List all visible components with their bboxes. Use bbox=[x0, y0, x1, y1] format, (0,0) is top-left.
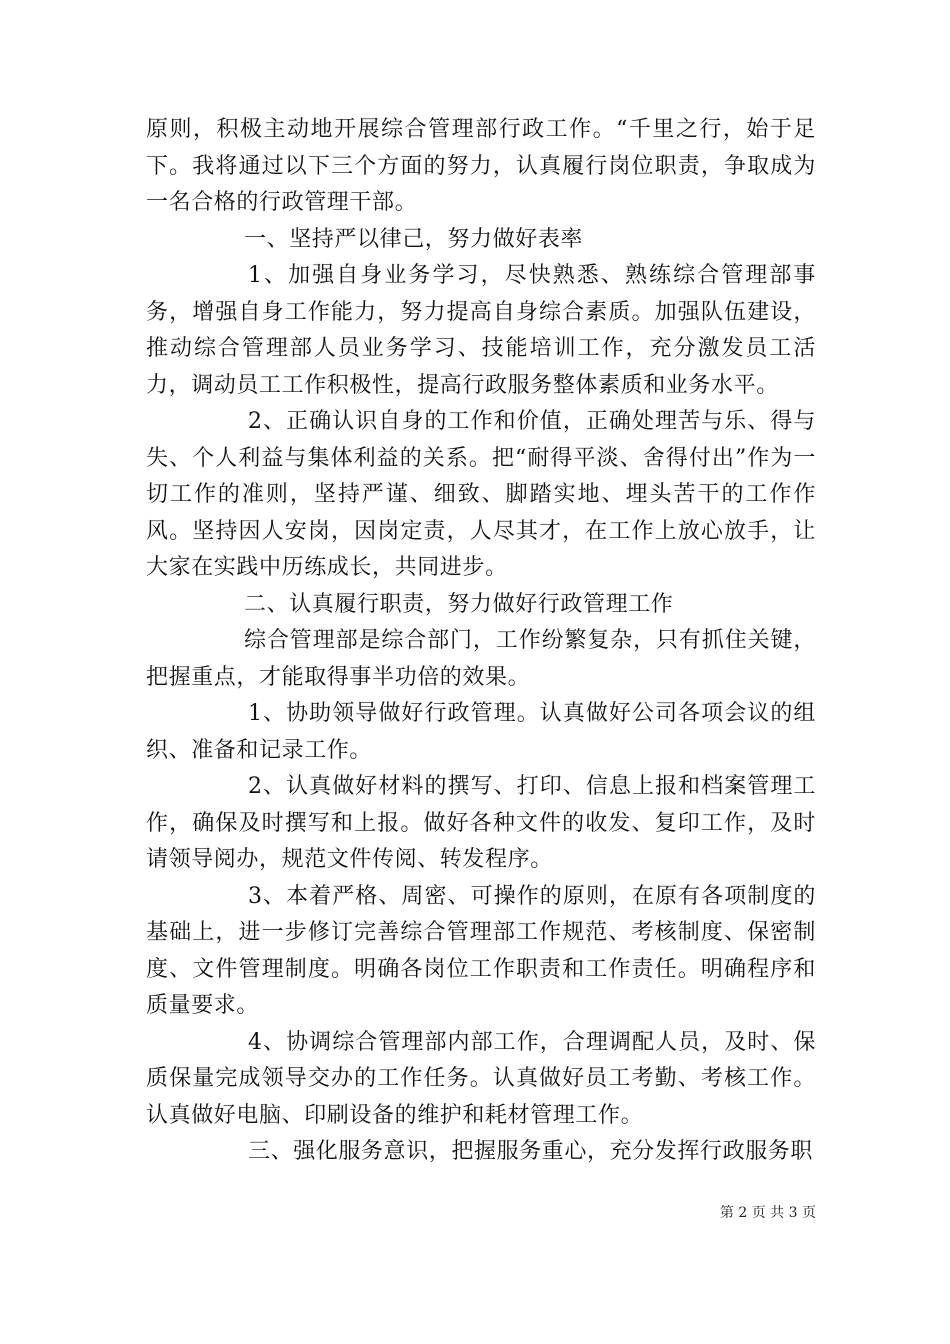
paragraph-item: 2、认真做好材料的撰写、打印、信息上报和档案管理工作，确保及时撰写和上报。做好各种文件的收发、复印工作，及时请领导阅办，规范文件传阅、转发程序。 bbox=[146, 774, 816, 872]
page-number-footer: 第 2 页 共 3 页 bbox=[719, 1205, 816, 1221]
paragraph-intro: 综合管理部是综合部门，工作纷繁复杂，只有抓住关键，把握重点，才能取得事半功倍的效果。 bbox=[146, 628, 816, 690]
section-heading-2: 二、认真履行职责，努力做好行政管理工作 bbox=[244, 591, 674, 617]
paragraph-item: 3、本着严格、周密、可操作的原则，在原有各项制度的基础上，进一步修订完善综合管理部工作规范、考核制度、保密制度、文件管理制度。明确各岗位工作职责和工作责任。明确程序和质量要求。 bbox=[146, 883, 816, 1018]
document-body bbox=[146, 112, 816, 1171]
paragraph-item: 2、正确认识自身的工作和价值，正确处理苦与乐、得与失、个人利益与集体利益的关系。把“耐得平淡、舍得付出”作为一切工作的准则，坚持严谨、细致、脚踏实地、埋头苦干的工作作风。坚持因人安岗，因岗定责，人尽其才，在工作上放心放手，让大家在实践中历练成长，共同进步。 bbox=[146, 409, 816, 580]
paragraph-item: 4、协调综合管理部内部工作，合理调配人员，及时、保质保量完成领导交办的工作任务。认真做好员工考勤、考核工作。认真做好电脑、印刷设备的维护和耗材管理工作。 bbox=[146, 1029, 816, 1128]
section-heading-1: 一、坚持严以律己，努力做好表率 bbox=[244, 226, 584, 252]
paragraph-item: 1、加强自身业务学习，尽快熟悉、熟练综合管理部事务，增强自身工作能力，努力提高自身综合素质。加强队伍建设，推动综合管理部人员业务学习、技能培训工作，充分激发员工活力，调动员工工作积极性，提高行政服务整体素质和业务水平。 bbox=[146, 263, 816, 398]
paragraph-continuation: 原则，积极主动地开展综合管理部行政工作。“千里之行，始于足下。我将通过以下三个方面的努力，认真履行岗位职责，争取成为一名合格的行政管理干部。 bbox=[146, 117, 816, 215]
section-heading-3: 三、强化服务意识，把握服务重心，充分发挥行政服务职 bbox=[248, 1139, 814, 1164]
paragraph-item: 1、协助领导做好行政管理。认真做好公司各项会议的组织、准备和记录工作。 bbox=[146, 701, 816, 763]
